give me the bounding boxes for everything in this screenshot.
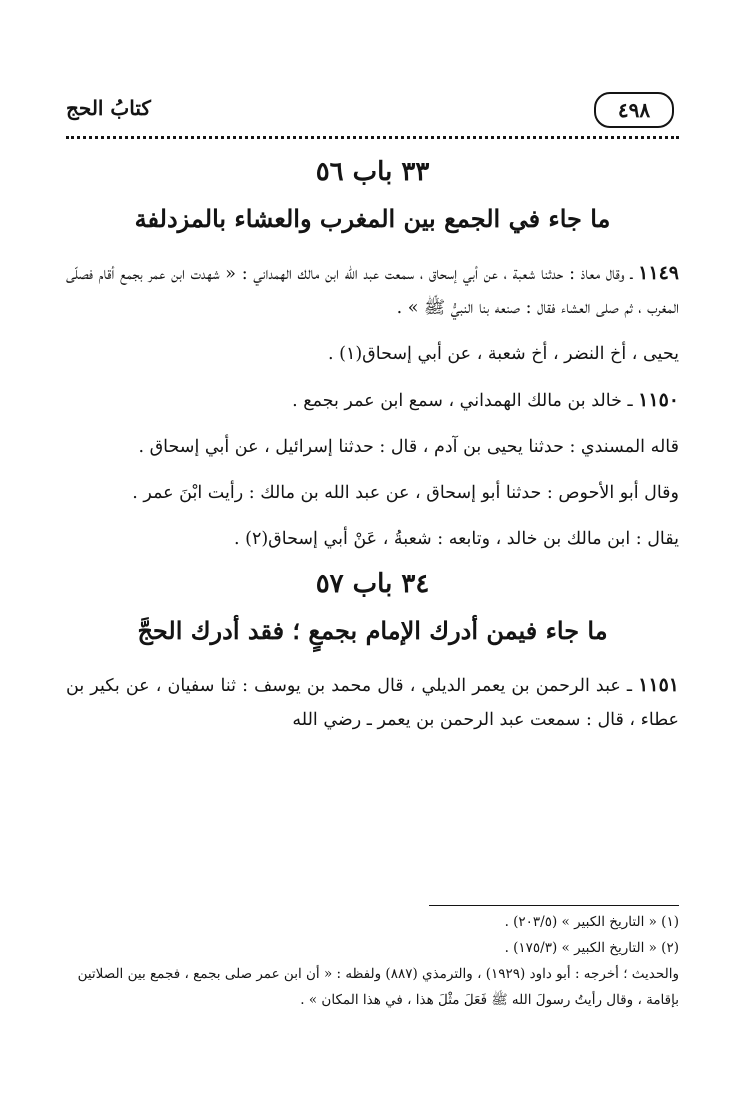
hadith-number: ١١٥١ [638,674,679,696]
hadith-1150 [66,383,679,418]
header-dotted-rule [66,136,679,139]
chapter-title-56: ما جاء في الجمع بين المغرب والعشاء بالمزدلفة [134,204,611,233]
hadith-text: ـ عبد الرحمن بن يعمر الديلي ، قال محمد بن يوسف : ثنا سفيان ، عن بكير بن عطاء ، قال : سمعت عبد الرحمن بن يعمر ـ رضي الله [66,676,679,730]
hadith-number: ١١٤٩ [638,262,679,284]
paragraph-yahya: يحيى ، أخ النضر ، أخ شعبة ، عن أبي إسحاق(١) . [328,344,679,364]
hadith-text: ـ وقال معاذ : حدثنا شعبة ، عن أبي إسحاق ، سمعت عبد الله ابن مالك الهمداني : « شهدت ابن عمر بجمع أقام فصلّى المغرب ، ثم صلى العشاء فقال : صنعه بنا النبيُّ ﷺ » . [66,264,679,318]
hadith-number: ١١٥٠ [638,389,679,411]
paragraph-musnadi: قاله المسندي : حدثنا يحيى بن آدم ، قال : حدثنا إسرائيل ، عن أبي إسحاق . [138,437,679,457]
paragraph-abu-ahwas: وقال أبو الأحوص : حدثنا أبو إسحاق ، عن عبد الله بن مالك : رأيت ابْنَ عمر . [132,483,679,503]
chapter-title-57: ما جاء فيمن أدرك الإمام بجمعٍ ؛ فقد أدرك الحجَّ [137,616,608,645]
page-number: ٤٩٨ [594,92,674,128]
hadith-1149 [66,256,679,325]
hadith-text: ـ خالد بن مالك الهمداني ، سمع ابن عمر بجمع . [292,391,633,411]
footnotes [66,905,679,1013]
footnote-1: (١) « التاريخ الكبير » (٢٠٣/٥) . [504,914,679,930]
footnote-separator [429,905,679,906]
footnote-2-continuation: والحديث ؛ أخرجه : أبو داود (١٩٢٩) ، والترمذي (٨٨٧) ولفظه : « أن ابن عمر صلى بجمع ، فجمع بين الصلاتين بإقامة ، وقال رأيتُ رسولَ الله ﷺ فَعَلَ مثْلَ هذا ، في هذا المكان » . [77,966,679,1008]
running-title: كتابُ الحج [66,96,151,120]
footnote-2: (٢) « التاريخ الكبير » (١٧٥/٣) . [504,940,679,956]
hadith-1151 [66,668,679,737]
chapter-heading-56: ٣٣ باب ٥٦ [315,157,430,187]
page-header [66,88,679,140]
paragraph-yuqal: يقال : ابن مالك بن خالد ، وتابعه : شعبةُ ، عَنْ أبي إسحاق(٢) . [234,529,679,549]
chapter-heading-57: ٣٤ باب ٥٧ [315,569,430,599]
page-body [66,150,679,737]
